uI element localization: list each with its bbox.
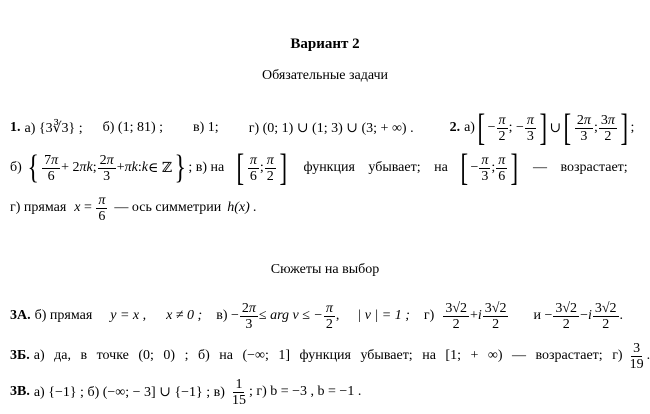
problem-2v-interval2: [ − $\frac{\pi}{3}$ ; $\frac{\pi}{6}$ ]	[460, 147, 519, 189]
problem-3a-yx: y = x ,	[110, 308, 147, 323]
problem-2g-function: h(x) .	[227, 200, 257, 215]
problem-3a-number: 3А.	[10, 308, 31, 323]
page-title: Вариант 2	[290, 36, 360, 52]
problem-3b-number: 3Б.	[10, 348, 30, 363]
problem-1v: в) 1;	[193, 120, 219, 135]
section-heading-required: Обязательные задачи	[261, 68, 389, 83]
problem-2g-fraction: $\frac{\pi}{6}$	[98, 192, 106, 224]
problem-3b-text: а) да, в точке (0; 0) ; б) на (−∞; 1] функция убывает; на [1; + ∞) — возрастает; г)	[33, 348, 623, 363]
answer-line-2	[10, 148, 628, 188]
problem-3v-text1: а) {−1} ; б) (−∞; − 3] ∪ {−1} ; в)	[33, 384, 225, 400]
problem-3a-g: г)	[423, 308, 435, 323]
problem-2v-interval1: [ $\frac{\pi}{6}$ ; $\frac{\pi}{2}$ ]	[236, 147, 287, 189]
answer-line-3a: 3А. б) прямая y = x , x ≠ 0 ; в) − $\frac{2\pi}{3}$ ≤ arg v ≤ − $\frac{\pi}{2}$ , | v | = 1 ; г) $\frac{3√2}{2}$ + i $\frac{3√2}{2}$ и − $\frac{3√2}{2}$ − i $\frac{3√2}{2}$ .	[10, 300, 624, 332]
answer-line-3v	[10, 374, 361, 410]
problem-3v-fraction: $\frac{1}{15}$	[231, 376, 246, 408]
problem-3a-abs: | v | = 1 ;	[357, 308, 410, 323]
answer-line-1	[10, 108, 634, 148]
problem-1-number: 1.	[10, 120, 21, 135]
problem-1a: а) {3∛3} ;	[24, 120, 83, 136]
problem-2b-label: б)	[10, 160, 22, 175]
problem-1b: б) (1; 81) ;	[102, 120, 164, 135]
problem-3a-b: б) прямая	[34, 308, 93, 323]
answer-line-3b: 3Б. а) да, в точке (0; 0) ; б) на (−∞; 1] функция убывает; на [1; + ∞) — возрастает; г) $\frac{3}{19}$ .	[10, 340, 650, 372]
problem-2a-interval: [ − $\frac{\pi}{2}$ ; − $\frac{\pi}{3}$ ] ∪ [ $\frac{2\pi}{3}$ ; $\frac{3\pi}{2}$ ] ;	[477, 107, 635, 149]
problem-3a-arg: ≤ arg v ≤ −	[258, 308, 323, 323]
problem-2g-text1: г) прямая	[10, 200, 67, 215]
problem-3a-v: в) −	[216, 308, 239, 323]
problem-2a-label: а)	[464, 120, 475, 135]
problem-3v-text2: ; г) b = −3 , b = −1 .	[248, 384, 362, 399]
problem-2b-set: { $\frac{7\pi}{6}$ + 2 πk ; $\frac{2\pi}{3}$ + πk : k ∈ ℤ }	[27, 149, 186, 186]
section-heading-optional: Сюжеты на выбор	[270, 262, 380, 277]
problem-3v-number: 3В.	[10, 384, 30, 399]
problem-2-number: 2.	[449, 120, 461, 135]
problem-2v-text1: ; в) на	[188, 160, 225, 175]
answer-line-3: г) прямая x = $\frac{\pi}{6}$ — ось симметрии h(x) .	[10, 192, 257, 224]
problem-3a-and: и −	[533, 308, 553, 323]
problem-3a-xne: x ≠ 0 ;	[166, 308, 203, 323]
problem-3b-fraction: $\frac{3}{19}$	[629, 340, 644, 372]
problem-2v-text2: функция убывает; на	[303, 160, 448, 175]
problem-2v-text3: — возрастает;	[532, 160, 628, 175]
problem-2g-text2: — ось симметрии	[114, 200, 222, 215]
problem-1g: г) (0; 1) ∪ (1; 3) ∪ (3; + ∞) .	[248, 120, 414, 136]
